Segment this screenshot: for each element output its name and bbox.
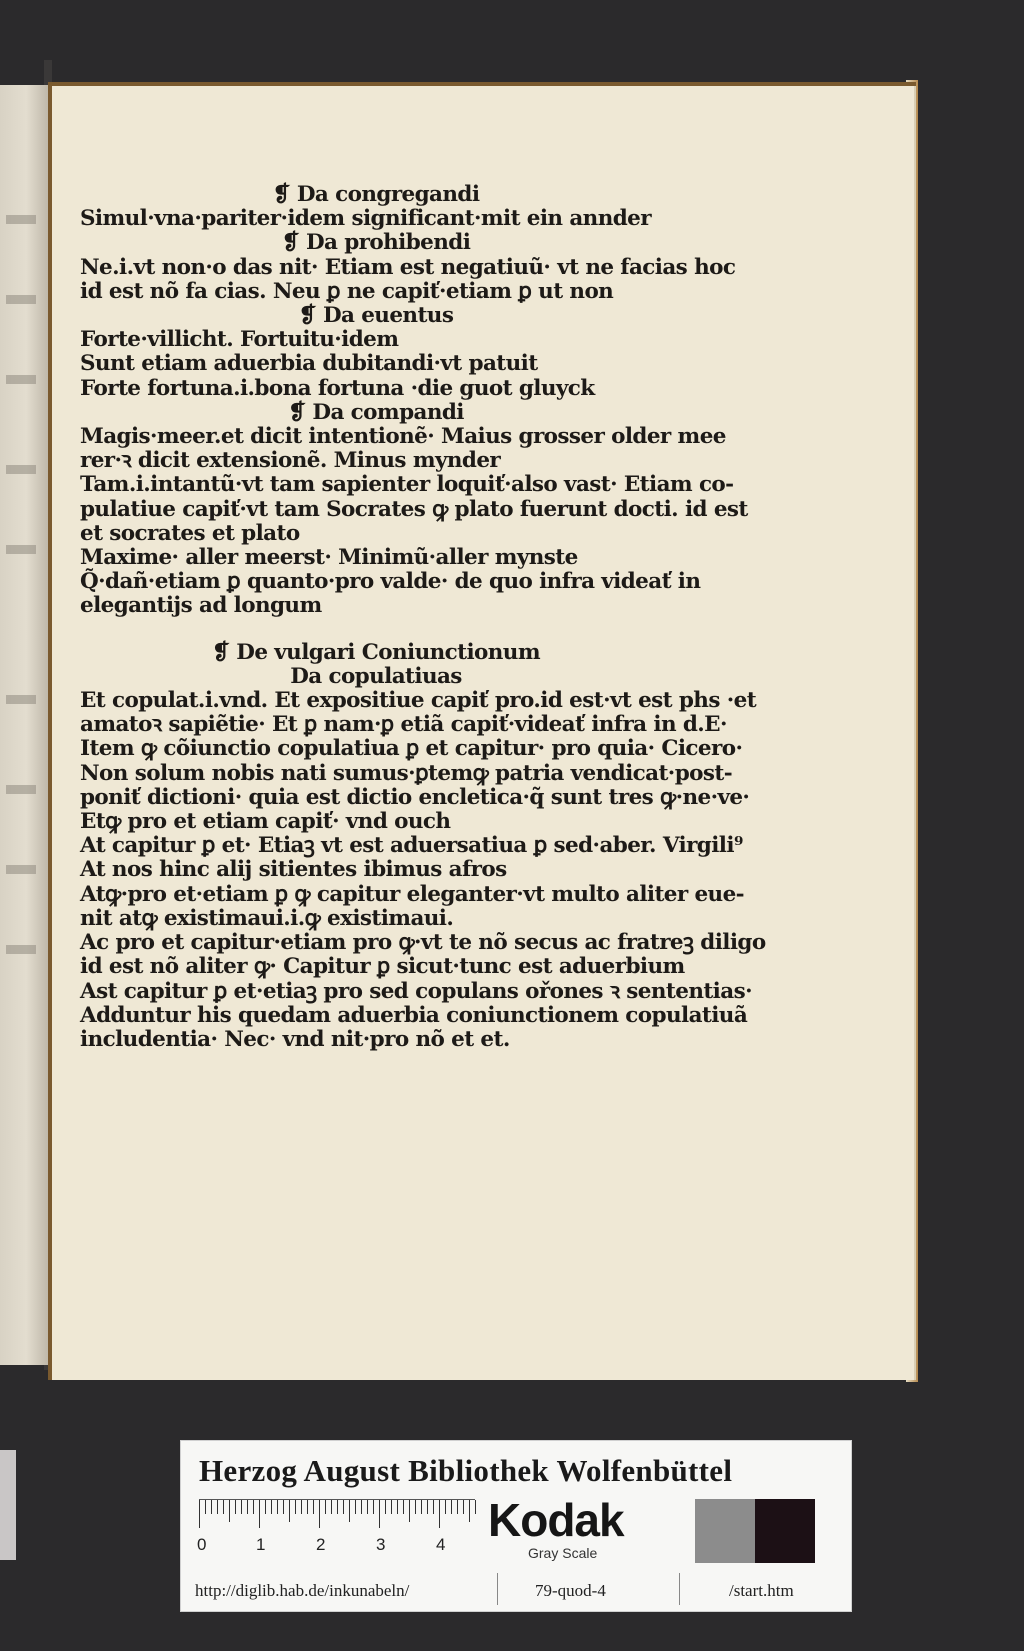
ruler-tick [379, 1500, 380, 1528]
bleed-through-mark [6, 465, 36, 474]
ruler-number: 3 [376, 1535, 386, 1554]
ruler-tick [235, 1500, 236, 1514]
ruler-tick [391, 1500, 392, 1514]
ruler-number: 4 [436, 1535, 446, 1554]
ruler-tick [337, 1500, 338, 1514]
ruler-tick [319, 1500, 320, 1528]
ruler-tick [457, 1500, 458, 1514]
ruler-tick [421, 1500, 422, 1514]
ruler-tick [289, 1500, 290, 1522]
ruler-tick [343, 1500, 344, 1514]
text-line: Forte·villicht. Fortuitu·idem [80, 327, 399, 353]
text-line: pulatiue capiť·vt tam Socrates ꝙ plato fuerunt docti. id est [80, 496, 748, 522]
section-heading: ❡ De vulgari Coniunctionum [211, 639, 540, 665]
ruler-tick [415, 1500, 416, 1514]
text-line: Adduntur his quedam aduerbia coniunctionem copulatiuã [80, 1002, 748, 1028]
ruler-tick [265, 1500, 266, 1514]
text-line: Tam.i.intantũ·vt tam sapienter loquiť·also vast· Etiam co- [80, 472, 734, 498]
ruler-tick [397, 1500, 398, 1514]
section-heading: ❡ Da compandi [288, 399, 464, 425]
section-heading: ❡ Da prohibendi [281, 230, 471, 256]
ruler-tick [427, 1500, 428, 1514]
bleed-through-mark [6, 785, 36, 794]
ruler-tick [475, 1500, 476, 1514]
ruler-tick [199, 1500, 200, 1528]
ruler-tick [403, 1500, 404, 1514]
section-heading: ❡ Da euentus [298, 303, 454, 329]
ruler-tick [295, 1500, 296, 1514]
ruler-tick [349, 1500, 350, 1522]
text-line: Forte fortuna.i.bona fortuna ·die guot gluyck [80, 375, 595, 401]
text-line: rer·ꝛ dicit extensionẽ. Minus mynder [80, 448, 501, 474]
text-line: Etꝙ pro et etiam capiť· vnd ouch [80, 809, 451, 835]
ruler-tick [463, 1500, 464, 1514]
ruler-tick [469, 1500, 470, 1522]
section-heading: Da copulatiuas [290, 663, 462, 689]
text-line: Maxime· aller meerst· Minimũ·aller mynste [80, 545, 578, 571]
text-line: Non solum nobis nati sumus·ꝑtemꝙ patria vendicat·post- [80, 760, 733, 786]
gray-scale-label: Gray Scale [528, 1545, 598, 1561]
ruler-tick [223, 1500, 224, 1514]
ruler-tick [211, 1500, 212, 1514]
text-line: amatoꝛ sapiẽtie· Et ꝑ nam·ꝑ etiã capiť·videať infra in d.E· [80, 712, 727, 738]
bleed-through-mark [6, 545, 36, 554]
page-text-block [80, 182, 766, 1052]
bleed-through-mark [6, 375, 36, 384]
url-separator [679, 1573, 680, 1605]
text-line: Sunt etiam aduerbia dubitandi·vt patuit [80, 351, 538, 377]
bleed-through-mark [6, 695, 36, 704]
bleed-through-mark [6, 215, 36, 224]
ruler-number: 2 [316, 1535, 326, 1554]
text-line: Item ꝙ cõiunctio copulatiua ꝑ et capitur· pro quia· Cicero· [80, 736, 743, 762]
library-title: Herzog August Bibliothek Wolfenbüttel [199, 1453, 733, 1488]
url-base: http://diglib.hab.de/inkunabeln/ [195, 1581, 410, 1600]
measurement-ruler [199, 1499, 475, 1529]
ruler-tick [361, 1500, 362, 1514]
section-heading: ❡ Da congregandi [272, 182, 480, 207]
text-line: id est nõ aliter ꝙ· Capitur ꝑ sicut·tunc est aduerbium [80, 954, 685, 980]
ruler-tick [325, 1500, 326, 1514]
url-separator [497, 1573, 498, 1605]
ruler-tick [247, 1500, 248, 1514]
gray-patch-white [639, 1499, 695, 1563]
ruler-tick [313, 1500, 314, 1514]
text-line: Simul·vna·pariter·idem significant·mit ein annder [80, 206, 651, 232]
text-line: poniť dictioni· quia est dictio encletica·q̃ sunt tres ꝙ·ne·ve· [80, 784, 750, 810]
ruler-tick [283, 1500, 284, 1514]
ruler-tick [259, 1500, 260, 1528]
gray-patch-black [755, 1499, 815, 1563]
text-line: Et copulat.i.vnd. Et expositiue capiť pro.id est·vt est phs ·et [80, 688, 757, 714]
ruler-tick [373, 1500, 374, 1514]
bleed-through-mark [6, 295, 36, 304]
ruler-tick [205, 1500, 206, 1514]
ruler-tick [367, 1500, 368, 1514]
ruler-tick [301, 1500, 302, 1514]
ruler-tick [433, 1500, 434, 1514]
gray-patch-mid [695, 1499, 755, 1563]
text-line: At nos hinc alij sitientes ibimus afros [80, 857, 507, 883]
color-calibration-card [180, 1440, 852, 1612]
ruler-tick [277, 1500, 278, 1514]
ruler-tick [409, 1500, 410, 1522]
bleed-through-mark [6, 865, 36, 874]
ruler-tick [445, 1500, 446, 1514]
text-line: id est nõ fa cias. Neu ꝑ ne capiť·etiam ꝑ ut non [80, 278, 614, 304]
text-line: nit atꝙ existimaui.i.ꝙ existimaui. [80, 905, 454, 931]
ruler-tick [355, 1500, 356, 1514]
ruler-tick [241, 1500, 242, 1514]
kodak-logo: Kodak [488, 1494, 624, 1546]
ruler-tick [385, 1500, 386, 1514]
ruler-tick [229, 1500, 230, 1522]
ruler-number: 0 [197, 1535, 207, 1554]
ruler-tick [217, 1500, 218, 1514]
previous-leaf-edge [0, 85, 48, 1365]
text-line: Ast capitur ꝑ et·etiaꝫ pro sed copulans ořones ꝛ sententias· [80, 978, 752, 1004]
text-line: Atꝙ·pro et·etiam ꝑ ꝙ capitur eleganter·vt multo aliter eue- [80, 881, 744, 907]
ruler-tick [439, 1500, 440, 1528]
text-line: At capitur ꝑ et· Etiaꝫ vt est aduersatiua ꝑ sed·aber. Virgili⁹ [80, 833, 743, 859]
url-suffix: /start.htm [729, 1581, 794, 1600]
ruler-number: 1 [256, 1535, 266, 1554]
ruler-tick [451, 1500, 452, 1514]
text-line: Ne.i.vt non·o das nit· Etiam est negatiuũ· vt ne facias hoc [80, 254, 736, 280]
text-line: includentia· Nec· vnd nit·pro nõ et et. [80, 1026, 510, 1052]
ruler-tick [307, 1500, 308, 1514]
ruler-tick [331, 1500, 332, 1514]
text-line: Q̃·dañ·etiam ꝑ quanto·pro valde· de quo infra videať in [80, 569, 701, 595]
text-line: Magis·meer.et dicit intentionẽ· Maius grosser older mee [80, 424, 726, 450]
text-line: Ac pro et capitur·etiam pro ꝙ·vt te nõ secus ac fratreꝫ diligo [80, 930, 766, 956]
side-label-strip [0, 1450, 16, 1560]
url-id: 79-quod-4 [535, 1581, 606, 1600]
bleed-through-mark [6, 945, 36, 954]
text-line: et socrates et plato [80, 520, 300, 546]
ruler-tick [271, 1500, 272, 1514]
text-line: elegantijs ad longum [80, 593, 322, 619]
ruler-tick [253, 1500, 254, 1514]
